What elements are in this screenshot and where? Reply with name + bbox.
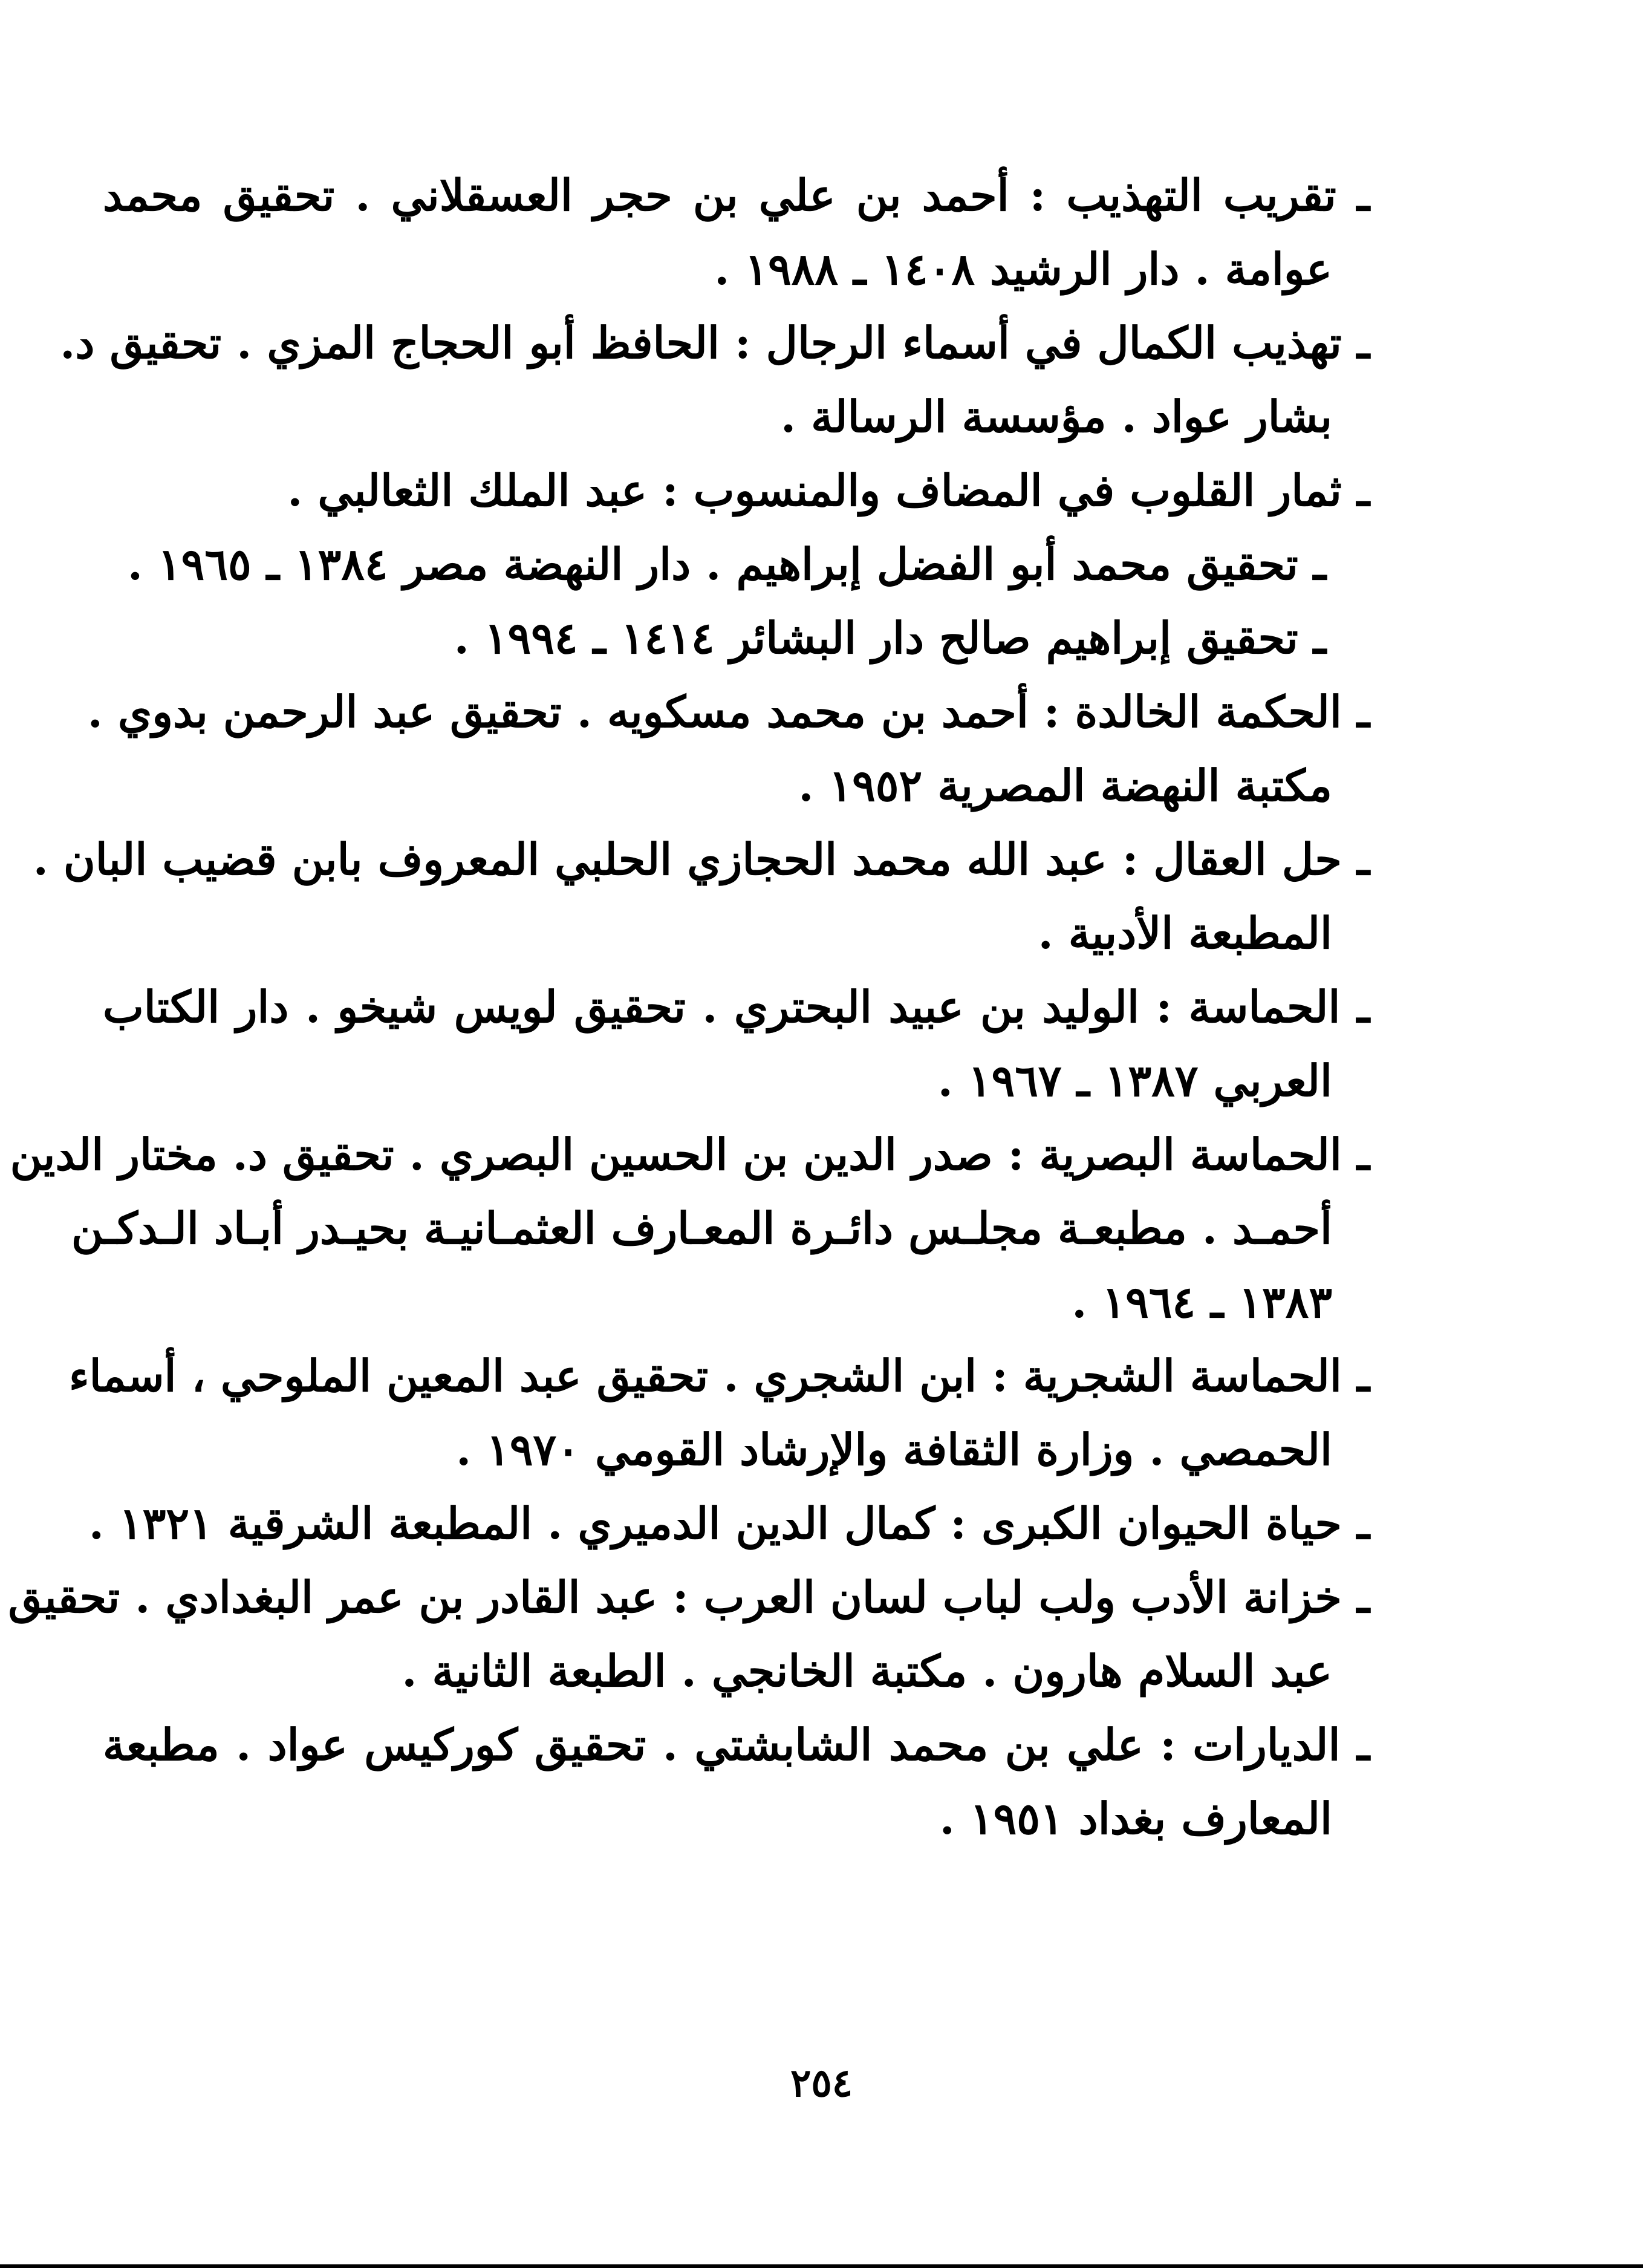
- bibliography-entry-al-hamasa-buhturi: [103, 970, 1370, 1118]
- entry-line: مكتبة النهضة المصرية ١٩٥٢ .: [798, 760, 1332, 811]
- entry-line: عبد السلام هارون . مكتبة الخانجي . الطبعة الثانية .: [402, 1645, 1332, 1696]
- entry-line: ـ الحماسة الشجرية : ابن الشجري . تحقيق عبد المعين الملوحي ، أسماء: [68, 1350, 1370, 1401]
- entry-line: ـ تهذيب الكمال في أسماء الرجال : الحافظ أبو الحجاج المزي . تحقيق د.: [60, 317, 1370, 368]
- entry-line: ـ خزانة الأدب ولب لباب لسان العرب : عبد القادر بن عمر البغدادي . تحقيق: [8, 1571, 1370, 1623]
- entry-line: ـ حياة الحيوان الكبرى : كمال الدين الدميري . المطبعة الشرقية ١٣٢١ .: [88, 1497, 1370, 1549]
- entry-line: ـ تحقيق إبراهيم صالح دار البشائر ١٤١٤ ـ ١٩٩٤ .: [454, 612, 1326, 663]
- entry-line: أحمـد . مطبعـة مجلـس دائـرة المعـارف العثمـانيـة بحيـدر أبـاد الـدكـن: [71, 1202, 1332, 1254]
- bibliography-entry-hayat-al-hayawan: [88, 1487, 1370, 1560]
- bibliography-entry-taqrib: [103, 158, 1370, 306]
- entry-line: بشار عواد . مؤسسة الرسالة .: [780, 391, 1332, 442]
- bibliography-subentry-ibrahim-salih-edition: [103, 601, 1370, 675]
- entry-line: العربي ١٣٨٧ ـ ١٩٦٧ .: [937, 1055, 1332, 1106]
- page-number: ٢٥٤: [790, 2061, 853, 2106]
- bibliography-entry-al-hamasa-al-shajariyya: [68, 1339, 1370, 1487]
- entry-line: ـ الحماسة البصرية : صدر الدين بن الحسين البصري . تحقيق د. مختار الدين: [10, 1129, 1370, 1180]
- entry-line: ١٣٨٣ ـ ١٩٦٤ .: [1072, 1276, 1332, 1328]
- entry-line: ـ الديارات : علي بن محمد الشابشتي . تحقيق كوركيس عواد . مطبعة: [103, 1719, 1370, 1770]
- entry-line: عوامة . دار الرشيد ١٤٠٨ ـ ١٩٨٨ .: [714, 243, 1332, 295]
- bibliography-subentry-abu-al-fadl-edition: [103, 527, 1370, 601]
- entry-line: ـ تحقيق محمد أبو الفضل إبراهيم . دار النهضة مصر ١٣٨٤ ـ ١٩٦٥ .: [127, 538, 1326, 590]
- bibliography-entry-al-hamasa-al-basriyya: [10, 1118, 1370, 1339]
- entry-line: ـ ثمار القلوب في المضاف والمنسوب : عبد الملك الثعالبي .: [287, 464, 1370, 516]
- entry-line: ـ الحكمة الخالدة : أحمد بن محمد مسكويه . تحقيق عبد الرحمن بدوي .: [87, 686, 1370, 737]
- entry-line: المعارف بغداد ١٩٥١ .: [939, 1793, 1332, 1844]
- entry-line: المطبعة الأدبية .: [1038, 907, 1332, 959]
- entry-line: الحمصي . وزارة الثقافة والإرشاد القومي ١٩٧٠ .: [456, 1424, 1332, 1475]
- entry-line: ـ تقريب التهذيب : أحمد بن علي بن حجر العسقلاني . تحقيق محمد: [103, 169, 1370, 221]
- bibliography-entry-hall-al-iqal: [33, 823, 1370, 970]
- bibliography-entry-khizanat-al-adab: [8, 1560, 1370, 1708]
- bibliography-entry-al-hikma-al-khalida: [87, 675, 1370, 823]
- bibliography-list: [8, 158, 1370, 1856]
- entry-line: ـ حل العقال : عبد الله محمد الحجازي الحلبي المعروف بابن قضيب البان .: [33, 833, 1370, 885]
- scan-bottom-edge: [0, 2264, 1643, 2268]
- bibliography-entry-thimar-al-qulub: [103, 454, 1370, 527]
- bibliography-entry-tahdhib-al-kamal: [60, 306, 1370, 454]
- entry-line: ـ الحماسة : الوليد بن عبيد البحتري . تحقيق لويس شيخو . دار الكتاب: [103, 981, 1370, 1032]
- bibliography-entry-al-diyarat: [103, 1708, 1370, 1856]
